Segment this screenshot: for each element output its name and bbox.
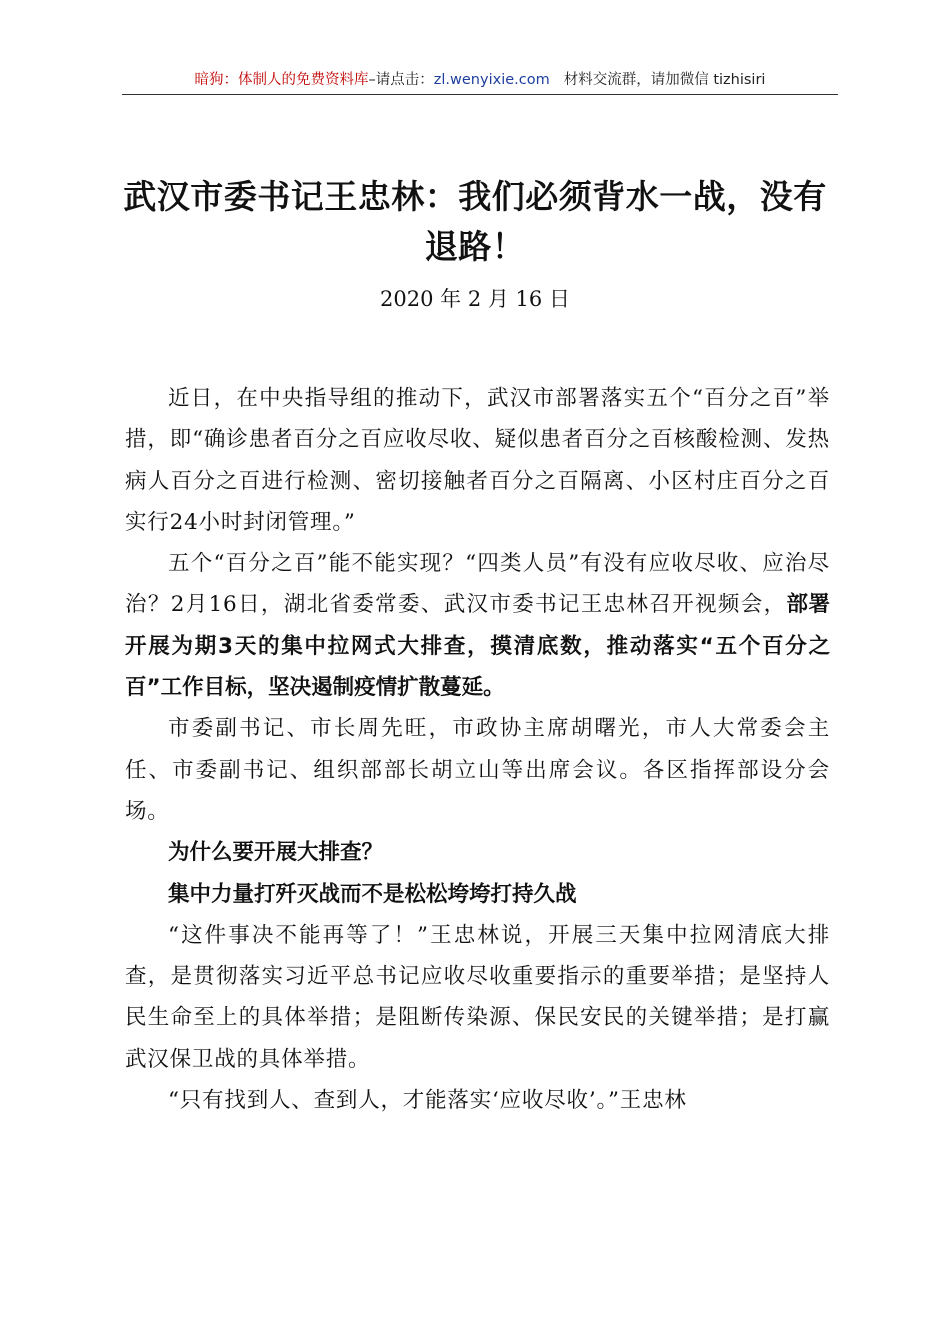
- header-contact: 材料交流群，请加微信 tizhisiri: [563, 72, 766, 88]
- header-brand: 暗狗：体制人的免费资料库: [194, 72, 369, 88]
- header-url-link[interactable]: zl.wenyixie.com: [433, 72, 550, 88]
- section-question: 为什么要开展大排查？: [168, 840, 384, 866]
- article-date: 2020 年 2 月 16 日: [380, 287, 570, 311]
- page-header: [122, 70, 838, 95]
- paragraph-bold-text: 部署开展为期3天的集中拉网式大排查，摸清底数，推动落实“五个百分之百”工作目标，坚决遏制疫情扩散蔓延。: [125, 592, 830, 701]
- article-body: [125, 378, 830, 1121]
- paragraph: “只有找到人、查到人，才能落实‘应收尽收’。”王忠林: [168, 1088, 687, 1114]
- article-title: 武汉市委书记王忠林：我们必须背水一战，没有退路！: [123, 177, 827, 266]
- header-click-prefix: –请点击：: [368, 72, 434, 88]
- paragraph: 市委副书记、市长周先旺，市政协主席胡曙光，市人大常委会主任、市委副书记、组织部部长胡立山等出席会议。各区指挥部设分会场。: [125, 716, 830, 824]
- paragraph-text: 五个“百分之百”能不能实现？“四类人员”有没有应收尽收、应治尽治？2月16日，湖北省委常委、武汉市委书记王忠林召开视频会，: [125, 551, 830, 618]
- section-heading: 集中力量打歼灭战而不是松松垮垮打持久战: [168, 881, 577, 907]
- paragraph: “这件事决不能再等了！”王忠林说，开展三天集中拉网清底大排查，是贯彻落实习近平总书记应收尽收重要指示的重要举措；是坚持人民生命至上的具体举措；是阻断传染源、保民安民的关键举措；是打赢武汉保卫战的具体举措。: [125, 922, 830, 1072]
- paragraph: [125, 543, 830, 708]
- paragraph: 近日，在中央指导组的推动下，武汉市部署落实五个“百分之百”举措，即“确诊患者百分之百应收尽收、疑似患者百分之百核酸检测、发热病人百分之百进行检测、密切接触者百分之百隔离、小区村庄百分之百实行24小时封闭管理。”: [125, 386, 830, 535]
